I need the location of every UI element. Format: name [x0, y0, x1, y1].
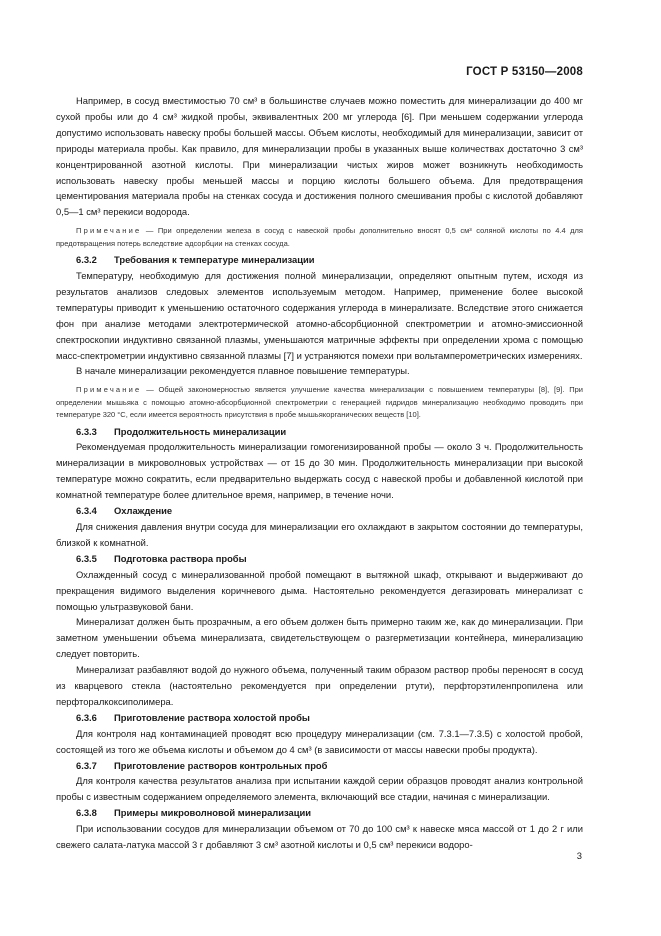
paragraph: Рекомендуемая продолжительность минерализации гомогенизированной пробы — около 3 ч. Продолжительность минерализации в микроволновых устройствах — от 15 до 30 мин. Продолжительность минерализации при высокой температуре можно сократить, если предварительно выдержать сосуд с навеской пробы и добавленной кислотой при комнатной температуре более длительное время, например, в течение ночи. [56, 441, 583, 501]
paragraph: Например, в сосуд вместимостью 70 см³ в большинстве случаев можно поместить для минерализации до 400 мг сухой пробы или до 4 см³ жидкой пробы, эквивалентных 200 мг углерода [6]. При меньшем содержании углерода допустимо использовать навеску пробы большей массы. Объем кислоты, необходимый для минерализации, зависит от природы материала пробы. Как правило, для минерализации пробы в указанных выше количествах достаточно 3 см³ концентрированной азотной кислоты. При минерализации чистых жиров может возникнуть необходимость использовать навеску пробы меньшей массы и порцию кислоты большего объема. Для предотвращения цементирования материала пробы на стенках сосуда и достижения полного смешивания пробы с кислотой добавляют 0,5—1 см³ перекиси водорода. [56, 95, 583, 218]
section-title: Продолжительность минерализации [114, 425, 287, 437]
paragraph: В начале минерализации рекомендуется плавное повышение температуры. [76, 365, 410, 377]
paragraph: При использовании сосудов для минерализации объемом от 70 до 100 см³ к навеске мяса массой от 1 до 2 г или свежего салата-латука массой 3 г добавляют 3 см³ азотной кислоты и 0,5 см³ перекиси водоро- [56, 823, 583, 851]
note-text: — При определении железа в сосуд с навеской пробы дополнительно вносят 0,5 см³ соляной кислоты по 4.4 для предотвращения потерь вследствие адсорбции на стенках сосуда. [56, 226, 583, 248]
page-number: 3 [576, 850, 582, 861]
section-heading [56, 503, 583, 519]
note-text: — Общей закономерностью является улучшение качества минерализации с повышением температуры [8], [9]. При определении мышьяка с помощью атомно-абсорбционной спектрометрии с генерацией гидридов минерализацию необходимо проводить при температуре 320 °С, если имеется вероятность присутствия в пробе мышьякорганических веществ [10]. [56, 385, 583, 420]
note [56, 225, 583, 250]
section-heading [56, 710, 583, 726]
paragraph: Для контроля над контаминацией проводят всю процедуру минерализации (см. 7.3.1—7.3.5) с холостой пробой, состоящей из того же объема кислоты и объемом до 4 см³ (в зависимости от массы навески пробы продукта). [56, 727, 583, 755]
section-heading [56, 252, 583, 268]
paragraph: Для снижения давления внутри сосуда для минерализации его охлаждают в закрытом состоянии до температуры, близкой к комнатной. [56, 520, 583, 548]
section-heading [56, 424, 583, 440]
section-title: Приготовление раствора холостой пробы [114, 711, 310, 723]
note-label: Примечание [76, 226, 142, 236]
section-title: Охлаждение [114, 505, 173, 517]
document-header-standard-number: ГОСТ Р 53150—2008 [466, 66, 583, 78]
section-number: 6.3.7 [76, 759, 97, 771]
paragraph: Минерализат разбавляют водой до нужного объема, полученный таким образом раствор пробы переносят в сосуд из кварцевого стекла (настоятельно рекомендуется при определении ртути), перфторэтиленпропилена или перфторалкоксиполимера. [56, 664, 583, 707]
section-number: 6.3.3 [76, 425, 97, 437]
note [56, 384, 583, 421]
section-title: Примеры микроволновой минерализации [114, 807, 312, 819]
section-number: 6.3.8 [76, 807, 97, 819]
section-number: 6.3.6 [76, 711, 97, 723]
paragraph: Охлажденный сосуд с минерализованной пробой помещают в вытяжной шкаф, открывают и выдерживают до прекращения видимого выделения коричневого дыма. Настоятельно рекомендуется дегазировать минерализат с помощью ультразвуковой бани. [56, 568, 583, 612]
section-title: Подготовка раствора пробы [114, 552, 247, 564]
section-number: 6.3.5 [76, 552, 97, 564]
section-heading [56, 758, 583, 774]
section-number: 6.3.4 [76, 505, 97, 517]
paragraph: Температуру, необходимую для достижения полной минерализации, определяют опытным путем, исходя из результатов анализов следовых элементов используемым методом. Например, применение более высокой температуры приводит к уменьшению остаточного содержания углерода в минерализате. Вследствие этого снижается фон при анализе методами электротермической атомно-абсорбционной спектрометрии и атомно-эмиссионной спектроскопии индуктивно связанной плазмы, уменьшаются матричные эффекты при определении хрома с помощью масс-спектрометрии индуктивно связанной плазмы [7] и устраняются помехи при вольтамперометрических измерениях. [56, 269, 583, 361]
section-title: Приготовление растворов контрольных проб [114, 759, 328, 771]
section-heading [56, 551, 583, 567]
section-title: Требования к температуре минерализации [114, 254, 315, 266]
section-heading [56, 805, 583, 821]
paragraph: Для контроля качества результатов анализа при испытании каждой серии образцов проводят анализ контрольной пробы с известным содержанием определяемого элемента, включающий все стадии, начиная с минерализации. [56, 775, 583, 803]
page-body [56, 93, 583, 853]
note-label: Примечание [76, 385, 142, 395]
section-number: 6.3.2 [76, 254, 97, 266]
paragraph: Минерализат должен быть прозрачным, а его объем должен быть примерно таким же, как до минерализации. При заметном уменьшении объема минерализата, свидетельствующем о разгерметизации контейнера, минерализацию следует повторить. [56, 616, 583, 660]
